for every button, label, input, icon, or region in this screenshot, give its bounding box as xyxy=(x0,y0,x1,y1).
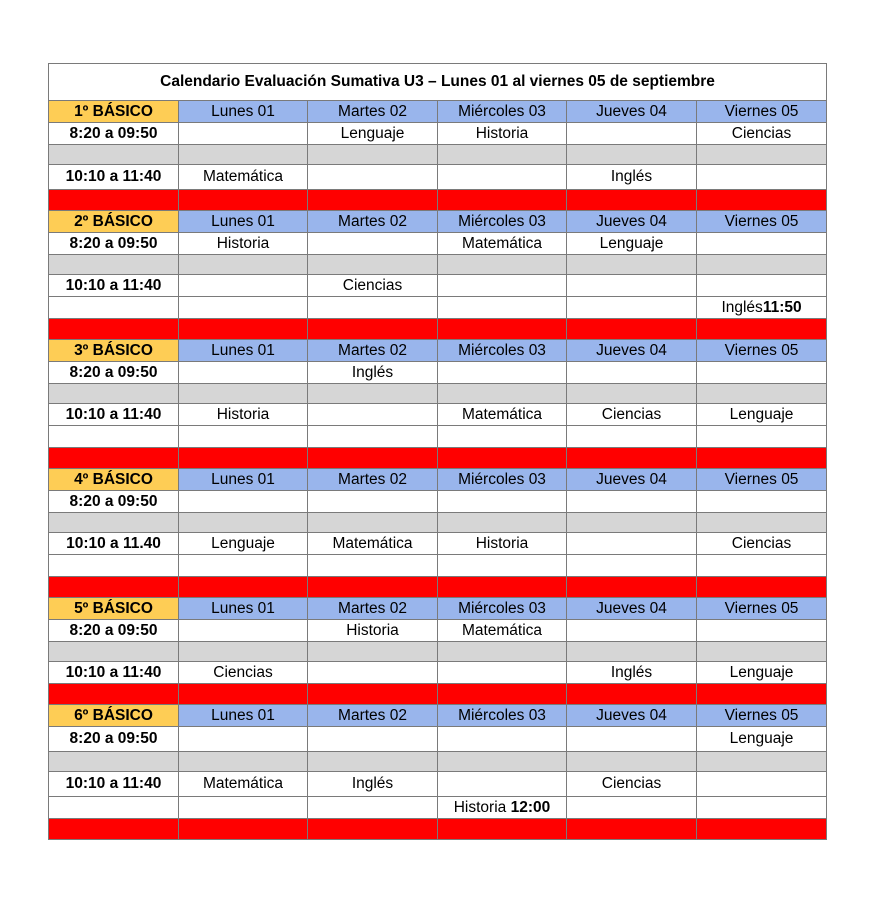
subject-cell: Historia xyxy=(308,620,438,642)
time-slot-row xyxy=(49,620,827,642)
note-time: 12:00 xyxy=(510,798,551,816)
separator-cell xyxy=(567,577,697,598)
separator-cell xyxy=(179,684,308,705)
subject-cell xyxy=(697,491,827,513)
separator-cell xyxy=(697,448,827,469)
break-cell xyxy=(697,752,827,772)
separator-row xyxy=(49,319,827,340)
empty-cell xyxy=(567,555,697,577)
break-cell xyxy=(49,255,179,275)
break-row xyxy=(49,642,827,662)
break-cell xyxy=(438,384,567,404)
day-header: Miércoles 03 xyxy=(438,705,567,727)
time-slot-label: 8:20 a 09:50 xyxy=(49,491,179,513)
time-slot-row xyxy=(49,727,827,752)
day-header: Lunes 01 xyxy=(179,340,308,362)
break-cell xyxy=(179,752,308,772)
grade-label: 6º BÁSICO xyxy=(49,705,179,727)
separator-row xyxy=(49,190,827,211)
blank-row xyxy=(49,555,827,577)
day-header: Viernes 05 xyxy=(697,340,827,362)
separator-cell xyxy=(179,319,308,340)
time-slot-label: 8:20 a 09:50 xyxy=(49,620,179,642)
time-slot-label: 10:10 a 11:40 xyxy=(49,404,179,426)
subject-cell: Ciencias xyxy=(697,123,827,145)
empty-cell xyxy=(179,555,308,577)
grade-label: 3º BÁSICO xyxy=(49,340,179,362)
break-cell xyxy=(567,255,697,275)
separator-cell xyxy=(697,190,827,211)
subject-cell xyxy=(697,165,827,190)
empty-cell xyxy=(438,555,567,577)
day-header: Jueves 04 xyxy=(567,101,697,123)
break-cell xyxy=(179,513,308,533)
day-header: Jueves 04 xyxy=(567,340,697,362)
grade-header-row xyxy=(49,598,827,620)
separator-cell xyxy=(697,819,827,840)
time-slot-label: 10:10 a 11:40 xyxy=(49,275,179,297)
note-cell xyxy=(438,797,567,819)
day-header: Jueves 04 xyxy=(567,469,697,491)
separator-cell xyxy=(567,319,697,340)
subject-cell xyxy=(438,275,567,297)
break-cell xyxy=(697,384,827,404)
time-slot-row xyxy=(49,123,827,145)
subject-cell xyxy=(438,662,567,684)
day-header: Miércoles 03 xyxy=(438,211,567,233)
day-header: Viernes 05 xyxy=(697,101,827,123)
subject-cell xyxy=(179,727,308,752)
separator-cell xyxy=(567,819,697,840)
empty-cell xyxy=(308,797,438,819)
day-header: Jueves 04 xyxy=(567,211,697,233)
break-cell xyxy=(49,384,179,404)
break-cell xyxy=(567,513,697,533)
separator-cell xyxy=(179,448,308,469)
time-slot-row xyxy=(49,491,827,513)
break-cell xyxy=(697,513,827,533)
extra-note-row xyxy=(49,297,827,319)
subject-cell: Historia xyxy=(179,233,308,255)
break-cell xyxy=(438,513,567,533)
separator-cell xyxy=(567,448,697,469)
break-cell xyxy=(697,145,827,165)
time-slot-row xyxy=(49,772,827,797)
separator-cell xyxy=(49,448,179,469)
break-cell xyxy=(308,255,438,275)
day-header: Martes 02 xyxy=(308,211,438,233)
grade-label: 5º BÁSICO xyxy=(49,598,179,620)
subject-cell xyxy=(438,165,567,190)
subject-cell xyxy=(567,620,697,642)
break-cell xyxy=(567,752,697,772)
subject-cell: Ciencias xyxy=(308,275,438,297)
day-header: Miércoles 03 xyxy=(438,469,567,491)
subject-cell xyxy=(179,362,308,384)
time-slot-label: 8:20 a 09:50 xyxy=(49,727,179,752)
grade-header-row xyxy=(49,211,827,233)
time-slot-row xyxy=(49,165,827,190)
subject-cell xyxy=(567,123,697,145)
empty-cell xyxy=(179,426,308,448)
break-row xyxy=(49,513,827,533)
subject-cell xyxy=(179,491,308,513)
separator-cell xyxy=(567,190,697,211)
break-cell xyxy=(567,642,697,662)
separator-cell xyxy=(308,684,438,705)
separator-cell xyxy=(438,684,567,705)
empty-cell xyxy=(49,426,179,448)
day-header: Viernes 05 xyxy=(697,705,827,727)
grade-header-row xyxy=(49,469,827,491)
empty-cell xyxy=(697,555,827,577)
break-cell xyxy=(179,145,308,165)
subject-cell: Historia xyxy=(438,123,567,145)
day-header: Jueves 04 xyxy=(567,598,697,620)
subject-cell: Matemática xyxy=(438,404,567,426)
subject-cell: Ciencias xyxy=(179,662,308,684)
time-slot-row xyxy=(49,533,827,555)
day-header: Martes 02 xyxy=(308,469,438,491)
subject-cell: Ciencias xyxy=(567,772,697,797)
break-cell xyxy=(308,384,438,404)
separator-cell xyxy=(49,190,179,211)
break-cell xyxy=(308,145,438,165)
separator-cell xyxy=(438,577,567,598)
subject-cell: Historia xyxy=(179,404,308,426)
subject-cell xyxy=(308,233,438,255)
note-subject: Historia xyxy=(453,798,511,816)
subject-cell xyxy=(697,620,827,642)
empty-cell xyxy=(49,797,179,819)
grade-header-row xyxy=(49,101,827,123)
time-slot-label: 8:20 a 09:50 xyxy=(49,233,179,255)
separator-cell xyxy=(308,319,438,340)
break-cell xyxy=(308,513,438,533)
day-header: Miércoles 03 xyxy=(438,598,567,620)
subject-cell xyxy=(308,727,438,752)
day-header: Viernes 05 xyxy=(697,469,827,491)
subject-cell xyxy=(567,362,697,384)
extra-note-row xyxy=(49,797,827,819)
subject-cell: Ciencias xyxy=(567,404,697,426)
calendar-title: Calendario Evaluación Sumativa U3 – Lunes 01 al viernes 05 de septiembre xyxy=(49,64,827,101)
day-header: Martes 02 xyxy=(308,598,438,620)
separator-cell xyxy=(179,190,308,211)
empty-cell xyxy=(697,426,827,448)
time-slot-label: 8:20 a 09:50 xyxy=(49,123,179,145)
break-cell xyxy=(567,384,697,404)
subject-cell xyxy=(438,772,567,797)
empty-cell xyxy=(567,797,697,819)
separator-cell xyxy=(567,684,697,705)
empty-cell xyxy=(179,297,308,319)
subject-cell xyxy=(179,275,308,297)
subject-cell: Lenguaje xyxy=(697,662,827,684)
break-cell xyxy=(697,255,827,275)
empty-cell xyxy=(697,797,827,819)
grade-label: 1º BÁSICO xyxy=(49,101,179,123)
subject-cell xyxy=(179,123,308,145)
subject-cell: Ciencias xyxy=(697,533,827,555)
grade-header-row xyxy=(49,340,827,362)
separator-cell xyxy=(308,448,438,469)
subject-cell xyxy=(308,404,438,426)
break-cell xyxy=(49,752,179,772)
break-cell xyxy=(49,145,179,165)
separator-cell xyxy=(438,448,567,469)
subject-cell xyxy=(567,491,697,513)
break-cell xyxy=(179,384,308,404)
empty-cell xyxy=(179,797,308,819)
separator-cell xyxy=(697,684,827,705)
day-header: Viernes 05 xyxy=(697,598,827,620)
break-cell xyxy=(308,752,438,772)
subject-cell: Historia xyxy=(438,533,567,555)
title-row xyxy=(49,64,827,101)
separator-row xyxy=(49,577,827,598)
subject-cell xyxy=(308,662,438,684)
grade-label: 2º BÁSICO xyxy=(49,211,179,233)
note-cell xyxy=(697,297,827,319)
day-header: Lunes 01 xyxy=(179,705,308,727)
separator-cell xyxy=(179,577,308,598)
separator-cell xyxy=(179,819,308,840)
subject-cell: Inglés xyxy=(308,772,438,797)
time-slot-label: 10:10 a 11:40 xyxy=(49,165,179,190)
break-cell xyxy=(179,255,308,275)
day-header: Jueves 04 xyxy=(567,705,697,727)
break-cell xyxy=(438,145,567,165)
time-slot-row xyxy=(49,662,827,684)
break-cell xyxy=(438,642,567,662)
subject-cell xyxy=(697,275,827,297)
empty-cell xyxy=(49,297,179,319)
note-time: 11:50 xyxy=(762,298,802,316)
separator-cell xyxy=(438,319,567,340)
break-cell xyxy=(179,642,308,662)
subject-cell: Inglés xyxy=(308,362,438,384)
break-row xyxy=(49,255,827,275)
break-cell xyxy=(697,642,827,662)
subject-cell xyxy=(438,491,567,513)
separator-cell xyxy=(49,319,179,340)
subject-cell: Lenguaje xyxy=(697,727,827,752)
day-header: Martes 02 xyxy=(308,705,438,727)
subject-cell: Matemática xyxy=(179,165,308,190)
time-slot-row xyxy=(49,233,827,255)
subject-cell xyxy=(438,727,567,752)
evaluation-calendar-table xyxy=(48,63,827,840)
break-row xyxy=(49,384,827,404)
subject-cell: Lenguaje xyxy=(697,404,827,426)
empty-cell xyxy=(308,297,438,319)
break-row xyxy=(49,752,827,772)
subject-cell xyxy=(308,491,438,513)
subject-cell xyxy=(567,533,697,555)
day-header: Lunes 01 xyxy=(179,469,308,491)
subject-cell xyxy=(697,362,827,384)
subject-cell xyxy=(567,727,697,752)
separator-cell xyxy=(308,819,438,840)
subject-cell xyxy=(697,233,827,255)
separator-row xyxy=(49,448,827,469)
time-slot-label: 8:20 a 09:50 xyxy=(49,362,179,384)
subject-cell: Inglés xyxy=(567,165,697,190)
empty-cell xyxy=(49,555,179,577)
time-slot-label: 10:10 a 11.40 xyxy=(49,533,179,555)
subject-cell: Matemática xyxy=(308,533,438,555)
grade-header-row xyxy=(49,705,827,727)
break-row xyxy=(49,145,827,165)
subject-cell xyxy=(179,620,308,642)
note-subject: Inglés xyxy=(721,298,763,316)
break-cell xyxy=(567,145,697,165)
separator-cell xyxy=(308,577,438,598)
subject-cell: Matemática xyxy=(438,620,567,642)
separator-cell xyxy=(697,577,827,598)
break-cell xyxy=(49,513,179,533)
subject-cell: Inglés xyxy=(567,662,697,684)
separator-cell xyxy=(49,819,179,840)
break-cell xyxy=(438,255,567,275)
separator-cell xyxy=(49,684,179,705)
day-header: Lunes 01 xyxy=(179,211,308,233)
time-slot-row xyxy=(49,362,827,384)
time-slot-label: 10:10 a 11:40 xyxy=(49,772,179,797)
separator-row xyxy=(49,684,827,705)
empty-cell xyxy=(567,297,697,319)
break-cell xyxy=(308,642,438,662)
break-cell xyxy=(49,642,179,662)
grade-label: 4º BÁSICO xyxy=(49,469,179,491)
subject-cell: Matemática xyxy=(179,772,308,797)
separator-cell xyxy=(697,319,827,340)
empty-cell xyxy=(438,297,567,319)
separator-cell xyxy=(438,190,567,211)
empty-cell xyxy=(308,426,438,448)
subject-cell xyxy=(697,772,827,797)
day-header: Miércoles 03 xyxy=(438,340,567,362)
separator-cell xyxy=(308,190,438,211)
blank-row xyxy=(49,426,827,448)
day-header: Martes 02 xyxy=(308,340,438,362)
empty-cell xyxy=(308,555,438,577)
subject-cell xyxy=(308,165,438,190)
day-header: Martes 02 xyxy=(308,101,438,123)
subject-cell xyxy=(438,362,567,384)
subject-cell xyxy=(567,275,697,297)
empty-cell xyxy=(438,426,567,448)
day-header: Lunes 01 xyxy=(179,598,308,620)
separator-row xyxy=(49,819,827,840)
day-header: Lunes 01 xyxy=(179,101,308,123)
time-slot-row xyxy=(49,275,827,297)
separator-cell xyxy=(438,819,567,840)
break-cell xyxy=(438,752,567,772)
empty-cell xyxy=(567,426,697,448)
subject-cell: Matemática xyxy=(438,233,567,255)
subject-cell: Lenguaje xyxy=(308,123,438,145)
separator-cell xyxy=(49,577,179,598)
time-slot-row xyxy=(49,404,827,426)
day-header: Viernes 05 xyxy=(697,211,827,233)
day-header: Miércoles 03 xyxy=(438,101,567,123)
subject-cell: Lenguaje xyxy=(179,533,308,555)
subject-cell: Lenguaje xyxy=(567,233,697,255)
time-slot-label: 10:10 a 11:40 xyxy=(49,662,179,684)
